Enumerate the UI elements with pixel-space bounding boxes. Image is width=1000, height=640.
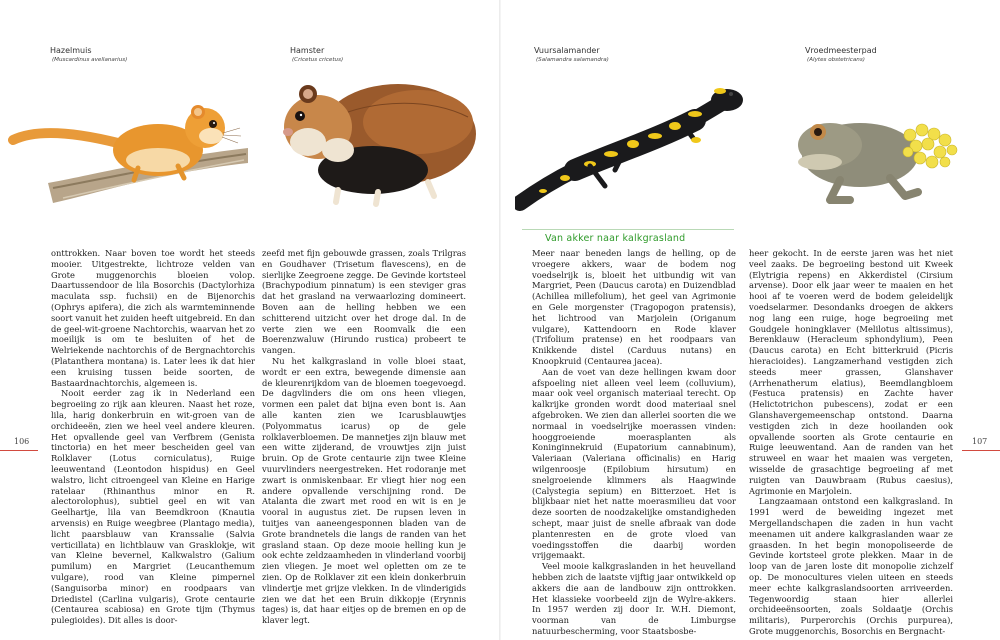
page-number-rule-right [962,450,1000,451]
paragraph: heer gekocht. In de eerste jaren was het niet veel zaaks. De begroeiing bestond uit Kweek (Elytrigia repens) en Akkerdistel (Cirsium arvense). Door elk jaar weer te maaien en het hooi af te voeren werd de bodem geleidelijk voedselarmer. Desondanks droegen de akkers nog lang een ruige, hoge begroeiing met Goudgele honingklaver (Melilotus altissimus), Berenklauw (Heracleum sphondylium), Peen (Daucus carota) en Echt bitterkruid (Picris hieracioides). Langzamerhand vestigden zich steeds meer grassen, Glanshaver (Arrhenatherum elatius), Beemdlangbloem (Festuca pratensis) en Zachte haver (Helictotrichon pubescens), zodat er een Glanshavergemeenschap ontstond. Daarna vestigden zich in deze hooilanden ook opvallende soorten als Grote centaurie en Ruige leeuwentand. Aan de randen van het struweel en waar het maaien was vergeten, wisselde de grasachtige begroeiing af met ruigten van Dauwbraam (Rubus caesius), Agrimonie en Marjolein. [749,248,953,496]
paragraph: Meer naar beneden langs de helling, op de vroegere akkers, waar de bodem nog voedselrijk is, bloeit het uitbundig wit van Margriet, Peen (Daucus carota) en Duizendblad (Achillea millefolium), het geel van Agrimonie en Gele morgenster (Tragopogon pratensis), het lichtrood van Marjolein (Origanum vulgare), Kattendoorn en Rode klaver (Trifolium pratense) en het roodpaars van Knikkende distel (Carduus nutans) en Knoopkruid (Centaurea jacea). [532,248,736,366]
caption-latin: (Muscardinus avellanarius) [52,57,128,63]
hamster-illustration [278,72,493,212]
caption-vuursalamander [534,45,734,65]
hazel-dormouse-illustration [8,88,253,218]
paragraph: Nooit eerder zag ik in Nederland een begroeiing zo rijk aan kleuren. Naast het roze, lila, harig donkerbruin en wit-groen van de orchideeën, zien we heel veel andere kleuren. Het opvallende geel van Verfbrem (Genista tinctoria) en het meer bescheiden geel van Rolklaver (Lotus corniculatus), Ruige leeuwentand (Leontodon hispidus) en Geel walstro, licht citroengeel van Kleine en Harige ratelaar (Rhinanthus minor en R. alectorolophus), subtiel geel en wit van Geelhartje, lila van Beemdkroon (Knautia arvensis) en Ruige weegbree (Plantago media), licht paarsblauw van Kranssalie (Salvia verticillata) en lichtblauw van Grasklokje, wit van Kleine bevernel, Kalkwalstro (Galium pumilum) en Margriet (Leucanthemum vulgare), rood van Kleine pimpernel (Sanguisorba minor) en roodpaars van Driedistel (Carlina vulgaris), Grote centaurie (Centaurea scabiosa) en Grote tijm (Thymus pulegioides). Dit alles is door- [51,388,255,626]
caption-latin: (Salamandra salamandra) [536,57,609,63]
paragraph: Langzaamaan ontstond een kalkgrasland. In 1991 werd de beweiding ingezet met Mergellandschapen die zaden in hun vacht meenamen uit andere kalkgraslanden waar ze graasden. In het begin monopoliseerde de Gevinde kortsteel grote plekken. Maar in de loop van de jaren loste dit monopolie zichzelf op. De monocultures vielen uiteen en steeds meer echte kalkgraslandsoorten arriveerden. Tegenwoordig staan hier allerlei orchideeënsoorten, zoals Soldaatje (Orchis militaris), Purperorchis (Orchis purpurea), Grote muggenorchis, Bosorchis en Bergnacht- [749,496,953,636]
caption-vroedmeesterpad [805,45,1000,65]
caption-hazelmuis [50,45,250,65]
paragraph: Aan de voet van deze hellingen kwam door afspoeling niet alleen veel leem (colluvium), maar ook veel organisch materiaal terecht. Op kalkrijke gronden wordt dood materiaal snel afgebroken. We zien dan allerlei soorten die we normaal in voedselrijke moerassen vinden: hooggroeiende moerasplanten als Koninginnekruid (Eupatorium cannabinum), Valeriaan (Valeriana officinalis) en Harig wilgenroosje (Epilobium hirsutum) en snelgroeiende klimmers als Haagwinde (Calystegia sepium) en Bitterzoet. Het is blijkbaar niet het natte moerasmilieu dat voor deze soorten de noodzakelijke omstandigheden schept, maar juist de snelle afbraak van dode plantenresten en de grote vloed van voedingsstoffen die daarbij worden vrijgemaakt. [532,366,736,561]
text-column-3 [532,248,736,637]
fire-salamander-illustration [515,78,745,213]
text-column-2 [262,248,466,626]
caption-latin: (Alytes obstetricans) [807,57,865,63]
caption-name: Vroedmeesterpad [805,46,877,55]
caption-latin: (Cricetus cricetus) [292,57,344,63]
page-number-rule-left [0,450,38,451]
paragraph: Nu het kalkgrasland in volle bloei staat, wordt er een extra, bewegende dimensie aan de kleurenrijkdom van de bloemen toegevoegd. De dagvlinders die om ons heen vliegen, vormen een palet dat bijna even bont is. Aan alle kanten zien we Icarusblauwtjes (Polyommatus icarus) op de gele rolklaverbloemen. De mannetjes zijn blauw met een witte zijderand, de vrouwtjes zijn juist bruin. Op de Grote centaurie zijn twee Kleine vuurvlinders neergestreken. Het rodoranje met zwart is onmiskenbaar. Er vliegt hier nog een andere opvallende verschijning rond. De Atalanta die zwart met rood en wit is en je vooral in augustus ziet. De rupsen leven in tuitjes van aaneengesponnen bladen van de Grote brandnetels die langs de randen van het grasland staan. Op deze mooie helling kun je ook echte zeldzaamheden in vlinderland voorbij zien vliegen. Je moet wel opletten om ze te zien. Op de Rolklaver zit een klein donkerbruin vlindertje met grijze vlekken. In de vlinderigids zien we dat het een Bruin dikkopje (Erynnis tages) is, dat haar eitjes op de bremen en op de klaver legt. [262,355,466,626]
paragraph: Veel mooie kalkgraslanden in het heuvelland hebben zich de laatste vijftig jaar ontwikkeld op akkers die aan de landbouw zijn onttrokken. Het klassieke voorbeeld zijn de Wylre-akkers. In 1957 werden zij door Ir. W.H. Diemont, voorman van de Limburgse natuurbescherming, voor Staatsbosbe- [532,561,736,636]
midwife-toad-illustration [790,100,970,210]
caption-name: Hazelmuis [50,46,92,55]
caption-name: Vuursalamander [534,46,600,55]
caption-name: Hamster [290,46,325,55]
heading-rule [522,229,734,230]
paragraph: zeefd met fijn gebouwde grassen, zoals Trilgras en Goudhaver (Trisetum flavescens), en de sierlijke Zeegroene zegge. De Gevinde kortsteel (Brachypodium pinnatum) is een steviger gras dat het grasland na verwaarlozing domineert. Boven aan de helling hebben we een schitterend uitzicht over het droge dal. In de verte zien we een Roomvalk die een Boerenzwaluw (Hirundo rustica) probeert te vangen. [262,248,466,356]
paragraph: onttrokken. Naar boven toe wordt het steeds mooier. Uitgestrekte, lichtroze velden van Grote muggenorchis bloeien volop. Daartussendoor de lila Bosorchis (Dactylorhiza maculata ssp. fuchsii) en de Bijenorchis (Ophrys apifera), die zich als warmteminnende soort vanuit het zuiden heeft uitgebreid. En dan de geel-wit-groene Nachtorchis, waarvan het zo moeilijk is om te besluiten of het de Welriekende nachtorchis of de Bergnachtorchis (Platanthera montana) is. Later lees ik dat hier een kruising tussen beide soorten, de Bastaardnachtorchis, algemeen is. [51,248,255,388]
page-gutter [499,0,501,640]
page-number-left: 106 [14,437,30,446]
text-column-1 [51,248,255,626]
text-column-4 [749,248,953,637]
caption-hamster [290,45,490,65]
page-number-right: 107 [972,437,988,446]
section-heading: Van akker naar kalkgrasland [545,233,686,244]
